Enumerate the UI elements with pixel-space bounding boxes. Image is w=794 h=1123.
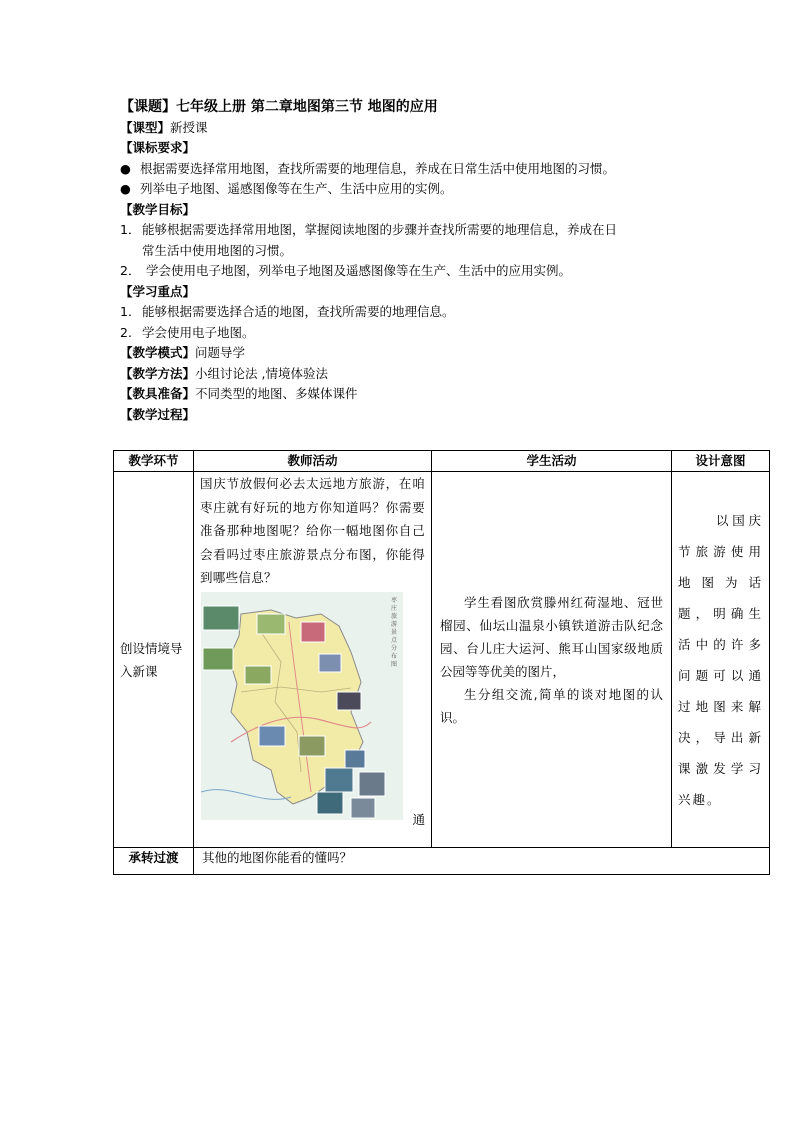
focus-item-1 bbox=[120, 302, 680, 323]
standard-item-1 bbox=[120, 159, 680, 180]
scenic-photo bbox=[319, 654, 341, 672]
type-tag: 【课型】 bbox=[120, 119, 171, 135]
scenic-photo bbox=[245, 666, 271, 684]
teacher-text: 其他的地图你能看的懂吗？ bbox=[202, 850, 353, 865]
map-title-char: 旅 bbox=[391, 612, 398, 620]
standard-item-2 bbox=[120, 179, 680, 200]
goal-text-1a: 能够根据需要选择常用地图，掌握阅读地图的步骤并查找所需要的地理信息，养成在日 bbox=[142, 222, 618, 237]
map-title-char: 分 bbox=[391, 644, 398, 652]
scenic-photo bbox=[337, 692, 361, 710]
scenic-photo bbox=[325, 768, 353, 792]
goal-item-2 bbox=[120, 261, 680, 282]
process-heading bbox=[120, 405, 680, 426]
goal-text-1b: 常生活中使用地图的习惯。 bbox=[142, 242, 293, 258]
prep-text: 不同类型的地图、多媒体课件 bbox=[195, 386, 358, 401]
mode-text: 问题导学 bbox=[195, 345, 246, 360]
header-student: 学生活动 bbox=[432, 451, 672, 472]
lesson-process-table bbox=[113, 450, 770, 875]
focus-number-2: 2. bbox=[120, 324, 132, 340]
scenic-photo bbox=[351, 798, 375, 818]
goal-item-1-cont bbox=[120, 241, 680, 262]
lesson-header bbox=[120, 97, 680, 425]
goal-number-1: 1． bbox=[120, 222, 141, 237]
teacher-cell bbox=[194, 848, 770, 875]
type-line bbox=[120, 118, 680, 139]
scenic-photo bbox=[257, 614, 285, 634]
table-row bbox=[114, 848, 770, 875]
goal-text-2: 学会使用电子地图，列举电子地图及遥感图像等在生产、生活中的应用实例。 bbox=[142, 263, 571, 278]
stage-cell bbox=[114, 848, 194, 875]
prep-tag: 【教具准备】 bbox=[120, 386, 196, 401]
teacher-text: 国庆节放假何必去太远地方旅游，在咱枣庄就有好玩的地方你知道吗？你需要准备那种地图呢？给你一幅地图你自己会看吗过枣庄旅游景点分布图，你能得到哪些信息？ bbox=[200, 476, 425, 585]
scenic-photo bbox=[345, 750, 365, 768]
student-cell bbox=[432, 472, 672, 848]
focus-number-1: 1. bbox=[120, 304, 132, 319]
scenic-photo bbox=[203, 648, 233, 670]
goal-item-1 bbox=[120, 220, 680, 241]
goals-tag: 【教学目标】 bbox=[120, 201, 196, 217]
header-stage: 教学环节 bbox=[114, 451, 194, 472]
map-title-char: 景 bbox=[391, 628, 398, 636]
intent-cell bbox=[672, 472, 770, 848]
intent-text: 以国庆节旅游使用地图为话题，明确生活中的许多问题可以通过地图来解决，导出新课激发学习兴趣。 bbox=[678, 512, 763, 807]
map-figure bbox=[200, 592, 425, 827]
topic-line bbox=[120, 97, 680, 118]
goals-heading bbox=[120, 200, 680, 221]
stage-cell bbox=[114, 472, 194, 848]
focus-tag: 【学习重点】 bbox=[120, 283, 196, 299]
mode-tag: 【教学模式】 bbox=[120, 345, 196, 360]
map-title-char: 布 bbox=[391, 652, 398, 660]
prep-line bbox=[120, 384, 680, 405]
teacher-cell bbox=[194, 472, 432, 848]
focus-text-2: 学会使用电子地图。 bbox=[142, 324, 255, 340]
stage-text: 承转过渡 bbox=[128, 850, 179, 865]
teacher-text-tail: 通 bbox=[412, 811, 425, 827]
table-header-row bbox=[114, 451, 770, 472]
topic-text: 七年级上册 第二章地图第三节 地图的应用 bbox=[176, 99, 438, 115]
bullet-icon: ● bbox=[120, 181, 131, 196]
method-text: 小组讨论法 ,情境体验法 bbox=[195, 365, 328, 381]
standards-tag: 【课标要求】 bbox=[120, 140, 196, 155]
method-tag: 【教学方法】 bbox=[120, 365, 196, 381]
map-title-char: 图 bbox=[391, 660, 398, 668]
bullet-icon: ● bbox=[120, 160, 131, 176]
map-title-char: 游 bbox=[391, 620, 398, 628]
mode-line bbox=[120, 343, 680, 364]
type-text: 新授课 bbox=[170, 119, 208, 135]
scenic-photo bbox=[299, 736, 325, 756]
map-title-char: 枣 bbox=[391, 596, 398, 604]
process-tag: 【教学过程】 bbox=[120, 406, 196, 422]
scenic-photo bbox=[317, 792, 343, 814]
zaozhuang-tourism-map bbox=[201, 592, 403, 820]
focus-heading bbox=[120, 282, 680, 303]
header-teacher: 教师活动 bbox=[194, 451, 432, 472]
scenic-photo bbox=[301, 622, 325, 642]
method-line bbox=[120, 364, 680, 385]
map-title-char: 点 bbox=[391, 636, 398, 644]
goal-number-2: 2． bbox=[120, 263, 141, 278]
standards-heading bbox=[120, 138, 680, 159]
focus-text-1: 能够根据需要选择合适的地图，查找所需要的地理信息。 bbox=[142, 304, 455, 319]
map-title-char: 庄 bbox=[391, 604, 398, 612]
scenic-photo bbox=[259, 726, 285, 746]
student-text-2: 生分组交流,简单的谈对地图的认识。 bbox=[440, 686, 663, 725]
map-title-vertical bbox=[391, 596, 398, 668]
student-text-1: 学生看图欣赏滕州红荷湿地、冠世榴园、仙坛山温泉小镇铁道游击队纪念园、台儿庄大运河、熊耳山国家级地质公园等等优美的图片， bbox=[440, 594, 663, 679]
topic-tag: 【课题】 bbox=[120, 99, 176, 115]
standard-text-1: 根据需要选择常用地图，查找所需要的地理信息，养成在日常生活中使用地图的习惯。 bbox=[140, 160, 616, 176]
table-row bbox=[114, 472, 770, 848]
standard-text-2: 列举电子地图、遥感图像等在生产、生活中应用的实例。 bbox=[140, 181, 453, 196]
header-intent: 设计意图 bbox=[672, 451, 770, 472]
scenic-photo bbox=[203, 606, 239, 630]
stage-text: 创设情境导入新课 bbox=[120, 640, 183, 679]
scenic-photo bbox=[359, 772, 385, 796]
focus-item-2 bbox=[120, 323, 680, 344]
